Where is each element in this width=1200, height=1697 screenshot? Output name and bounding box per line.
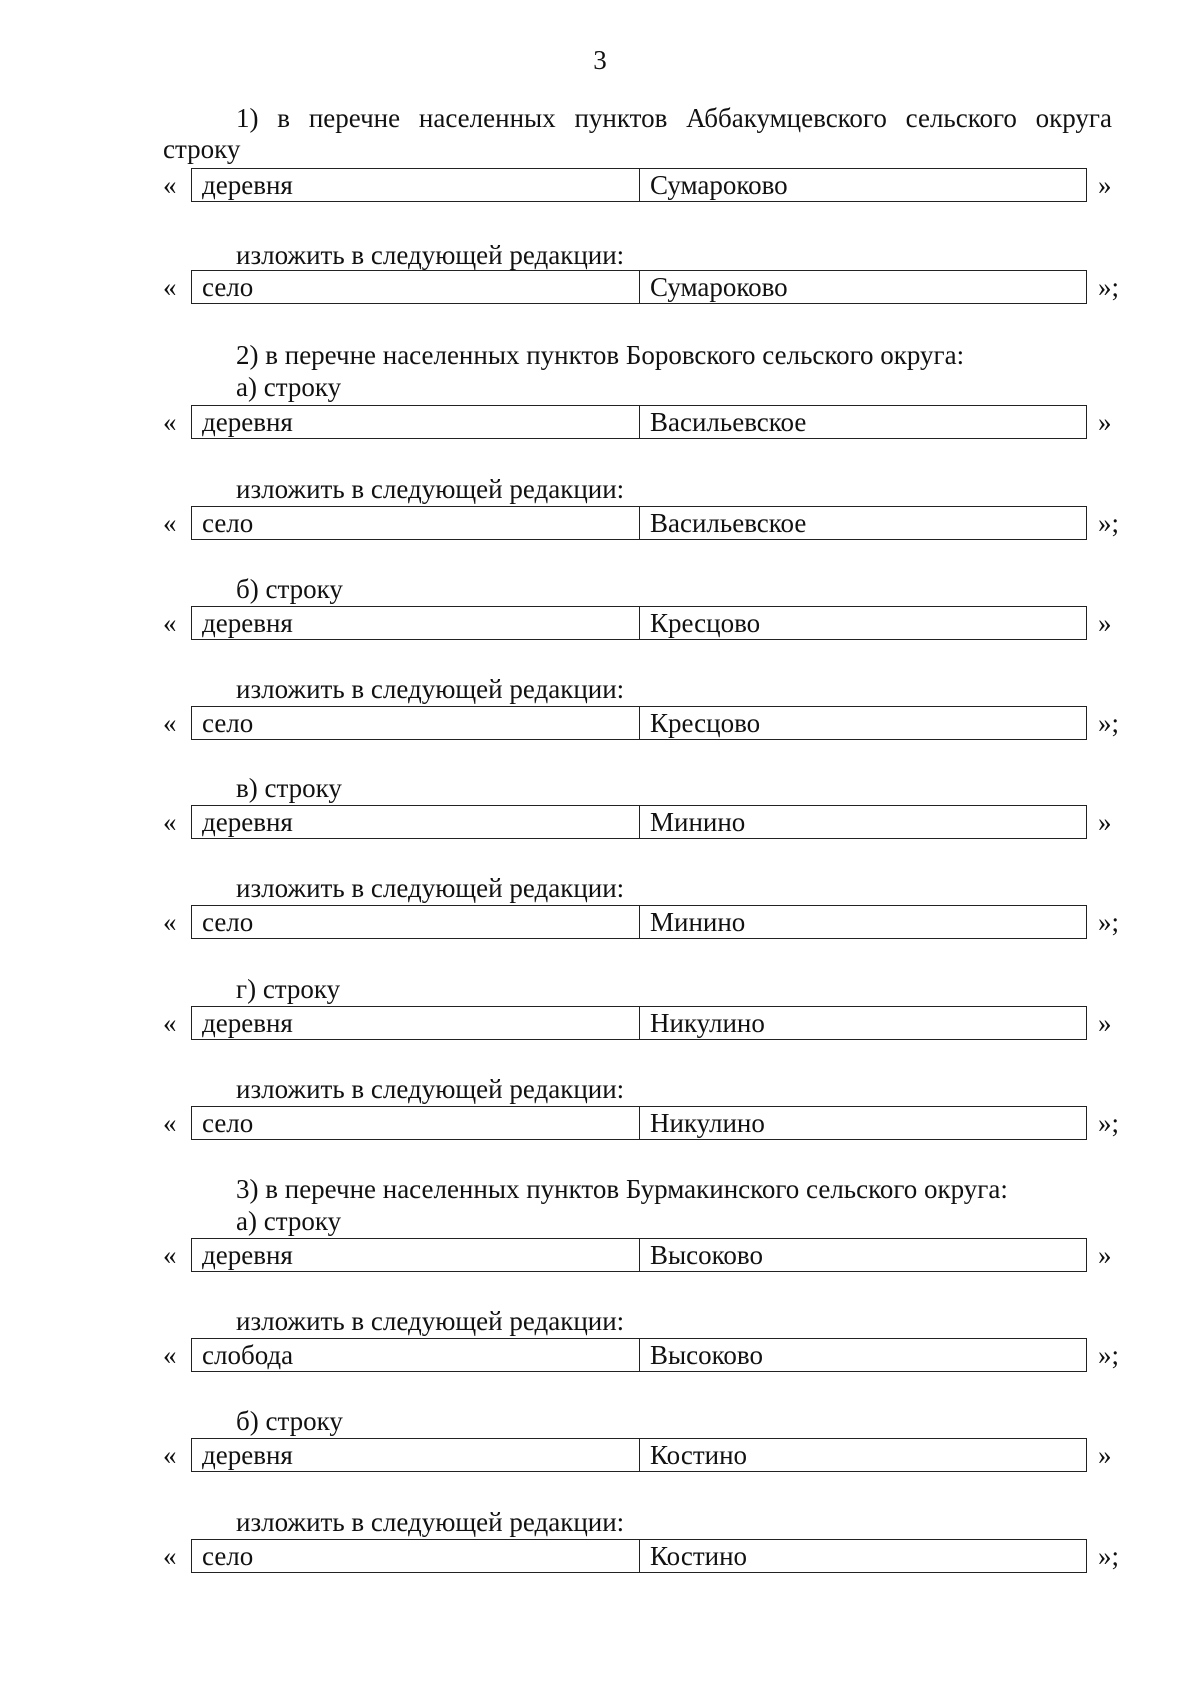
settlement-type-cell: деревня bbox=[192, 607, 640, 639]
settlement-type-cell: село bbox=[192, 271, 640, 303]
close-quote: » bbox=[1098, 608, 1112, 638]
open-quote: « bbox=[163, 407, 177, 437]
settlement-name-cell: Никулино bbox=[650, 1108, 765, 1138]
settlement-table bbox=[191, 706, 1087, 740]
settlement-table bbox=[191, 1106, 1087, 1140]
settlement-type-cell: деревня bbox=[192, 169, 640, 201]
settlement-table bbox=[191, 905, 1087, 939]
close-quote: »; bbox=[1098, 508, 1120, 538]
paragraph-text: 3) в перечне населенных пунктов Бурмакинского сельского округа: bbox=[236, 1174, 1008, 1204]
open-quote: « bbox=[163, 170, 177, 200]
open-quote: « bbox=[163, 1008, 177, 1038]
open-quote: « bbox=[163, 1240, 177, 1270]
settlement-table bbox=[191, 1338, 1087, 1372]
open-quote: « bbox=[163, 272, 177, 302]
close-quote: »; bbox=[1098, 272, 1120, 302]
settlement-table bbox=[191, 1438, 1087, 1472]
settlement-name-cell: Костино bbox=[650, 1541, 748, 1571]
paragraph-text: б) строку bbox=[236, 1406, 343, 1436]
settlement-table bbox=[191, 805, 1087, 839]
paragraph-text: а) строку bbox=[236, 1206, 342, 1236]
paragraph-continuation: строку bbox=[163, 134, 241, 164]
settlement-name-cell: Кресцово bbox=[650, 608, 761, 638]
open-quote: « bbox=[163, 708, 177, 738]
settlement-name-cell: Сумароково bbox=[650, 170, 788, 200]
open-quote: « bbox=[163, 608, 177, 638]
settlement-type-cell: деревня bbox=[192, 1439, 640, 1471]
settlement-type-cell: деревня bbox=[192, 1239, 640, 1271]
settlement-table bbox=[191, 606, 1087, 640]
settlement-type-cell: деревня bbox=[192, 1007, 640, 1039]
settlement-type-cell: село bbox=[192, 1540, 640, 1572]
settlement-name-cell: Высоково bbox=[650, 1240, 763, 1270]
paragraph-text: изложить в следующей редакции: bbox=[236, 474, 625, 504]
settlement-type-cell: село bbox=[192, 906, 640, 938]
settlement-name-cell: Костино bbox=[650, 1440, 748, 1470]
paragraph-text: изложить в следующей редакции: bbox=[236, 873, 625, 903]
close-quote: » bbox=[1098, 1240, 1112, 1270]
page-number: 3 bbox=[593, 45, 607, 75]
open-quote: « bbox=[163, 807, 177, 837]
close-quote: » bbox=[1098, 1440, 1112, 1470]
close-quote: » bbox=[1098, 407, 1112, 437]
close-quote: »; bbox=[1098, 1108, 1120, 1138]
open-quote: « bbox=[163, 907, 177, 937]
close-quote: » bbox=[1098, 170, 1112, 200]
settlement-table bbox=[191, 168, 1087, 202]
close-quote: »; bbox=[1098, 1541, 1120, 1571]
settlement-type-cell: деревня bbox=[192, 806, 640, 838]
settlement-table bbox=[191, 1539, 1087, 1573]
settlement-name-cell: Никулино bbox=[650, 1008, 765, 1038]
settlement-name-cell: Васильевское bbox=[650, 407, 807, 437]
paragraph-text: изложить в следующей редакции: bbox=[236, 674, 625, 704]
close-quote: »; bbox=[1098, 708, 1120, 738]
settlement-type-cell: слобода bbox=[192, 1339, 640, 1371]
open-quote: « bbox=[163, 1108, 177, 1138]
paragraph-text: а) строку bbox=[236, 372, 342, 402]
paragraph-text: изложить в следующей редакции: bbox=[236, 240, 625, 270]
settlement-table bbox=[191, 1238, 1087, 1272]
open-quote: « bbox=[163, 1440, 177, 1470]
settlement-type-cell: село bbox=[192, 707, 640, 739]
settlement-type-cell: село bbox=[192, 1107, 640, 1139]
settlement-table bbox=[191, 405, 1087, 439]
settlement-table bbox=[191, 270, 1087, 304]
paragraph-text: изложить в следующей редакции: bbox=[236, 1074, 625, 1104]
settlement-name-cell: Минино bbox=[650, 907, 746, 937]
close-quote: » bbox=[1098, 1008, 1112, 1038]
paragraph-text: г) строку bbox=[236, 974, 341, 1004]
open-quote: « bbox=[163, 1340, 177, 1370]
settlement-type-cell: село bbox=[192, 507, 640, 539]
settlement-name-cell: Кресцово bbox=[650, 708, 761, 738]
settlement-name-cell: Васильевское bbox=[650, 508, 807, 538]
close-quote: » bbox=[1098, 807, 1112, 837]
paragraph-text: изложить в следующей редакции: bbox=[236, 1507, 625, 1537]
settlement-type-cell: деревня bbox=[192, 406, 640, 438]
paragraph-text: изложить в следующей редакции: bbox=[236, 1306, 625, 1336]
open-quote: « bbox=[163, 1541, 177, 1571]
paragraph-text: б) строку bbox=[236, 574, 343, 604]
paragraph-text: в) строку bbox=[236, 773, 342, 803]
settlement-name-cell: Высоково bbox=[650, 1340, 763, 1370]
close-quote: »; bbox=[1098, 1340, 1120, 1370]
settlement-table bbox=[191, 1006, 1087, 1040]
settlement-name-cell: Сумароково bbox=[650, 272, 788, 302]
settlement-name-cell: Минино bbox=[650, 807, 746, 837]
open-quote: « bbox=[163, 508, 177, 538]
settlement-table bbox=[191, 506, 1087, 540]
paragraph-text: 2) в перечне населенных пунктов Боровского сельского округа: bbox=[236, 340, 965, 370]
paragraph-text: 1) в перечне населенных пунктов Аббакумцевского сельского округа bbox=[236, 103, 1112, 133]
close-quote: »; bbox=[1098, 907, 1120, 937]
